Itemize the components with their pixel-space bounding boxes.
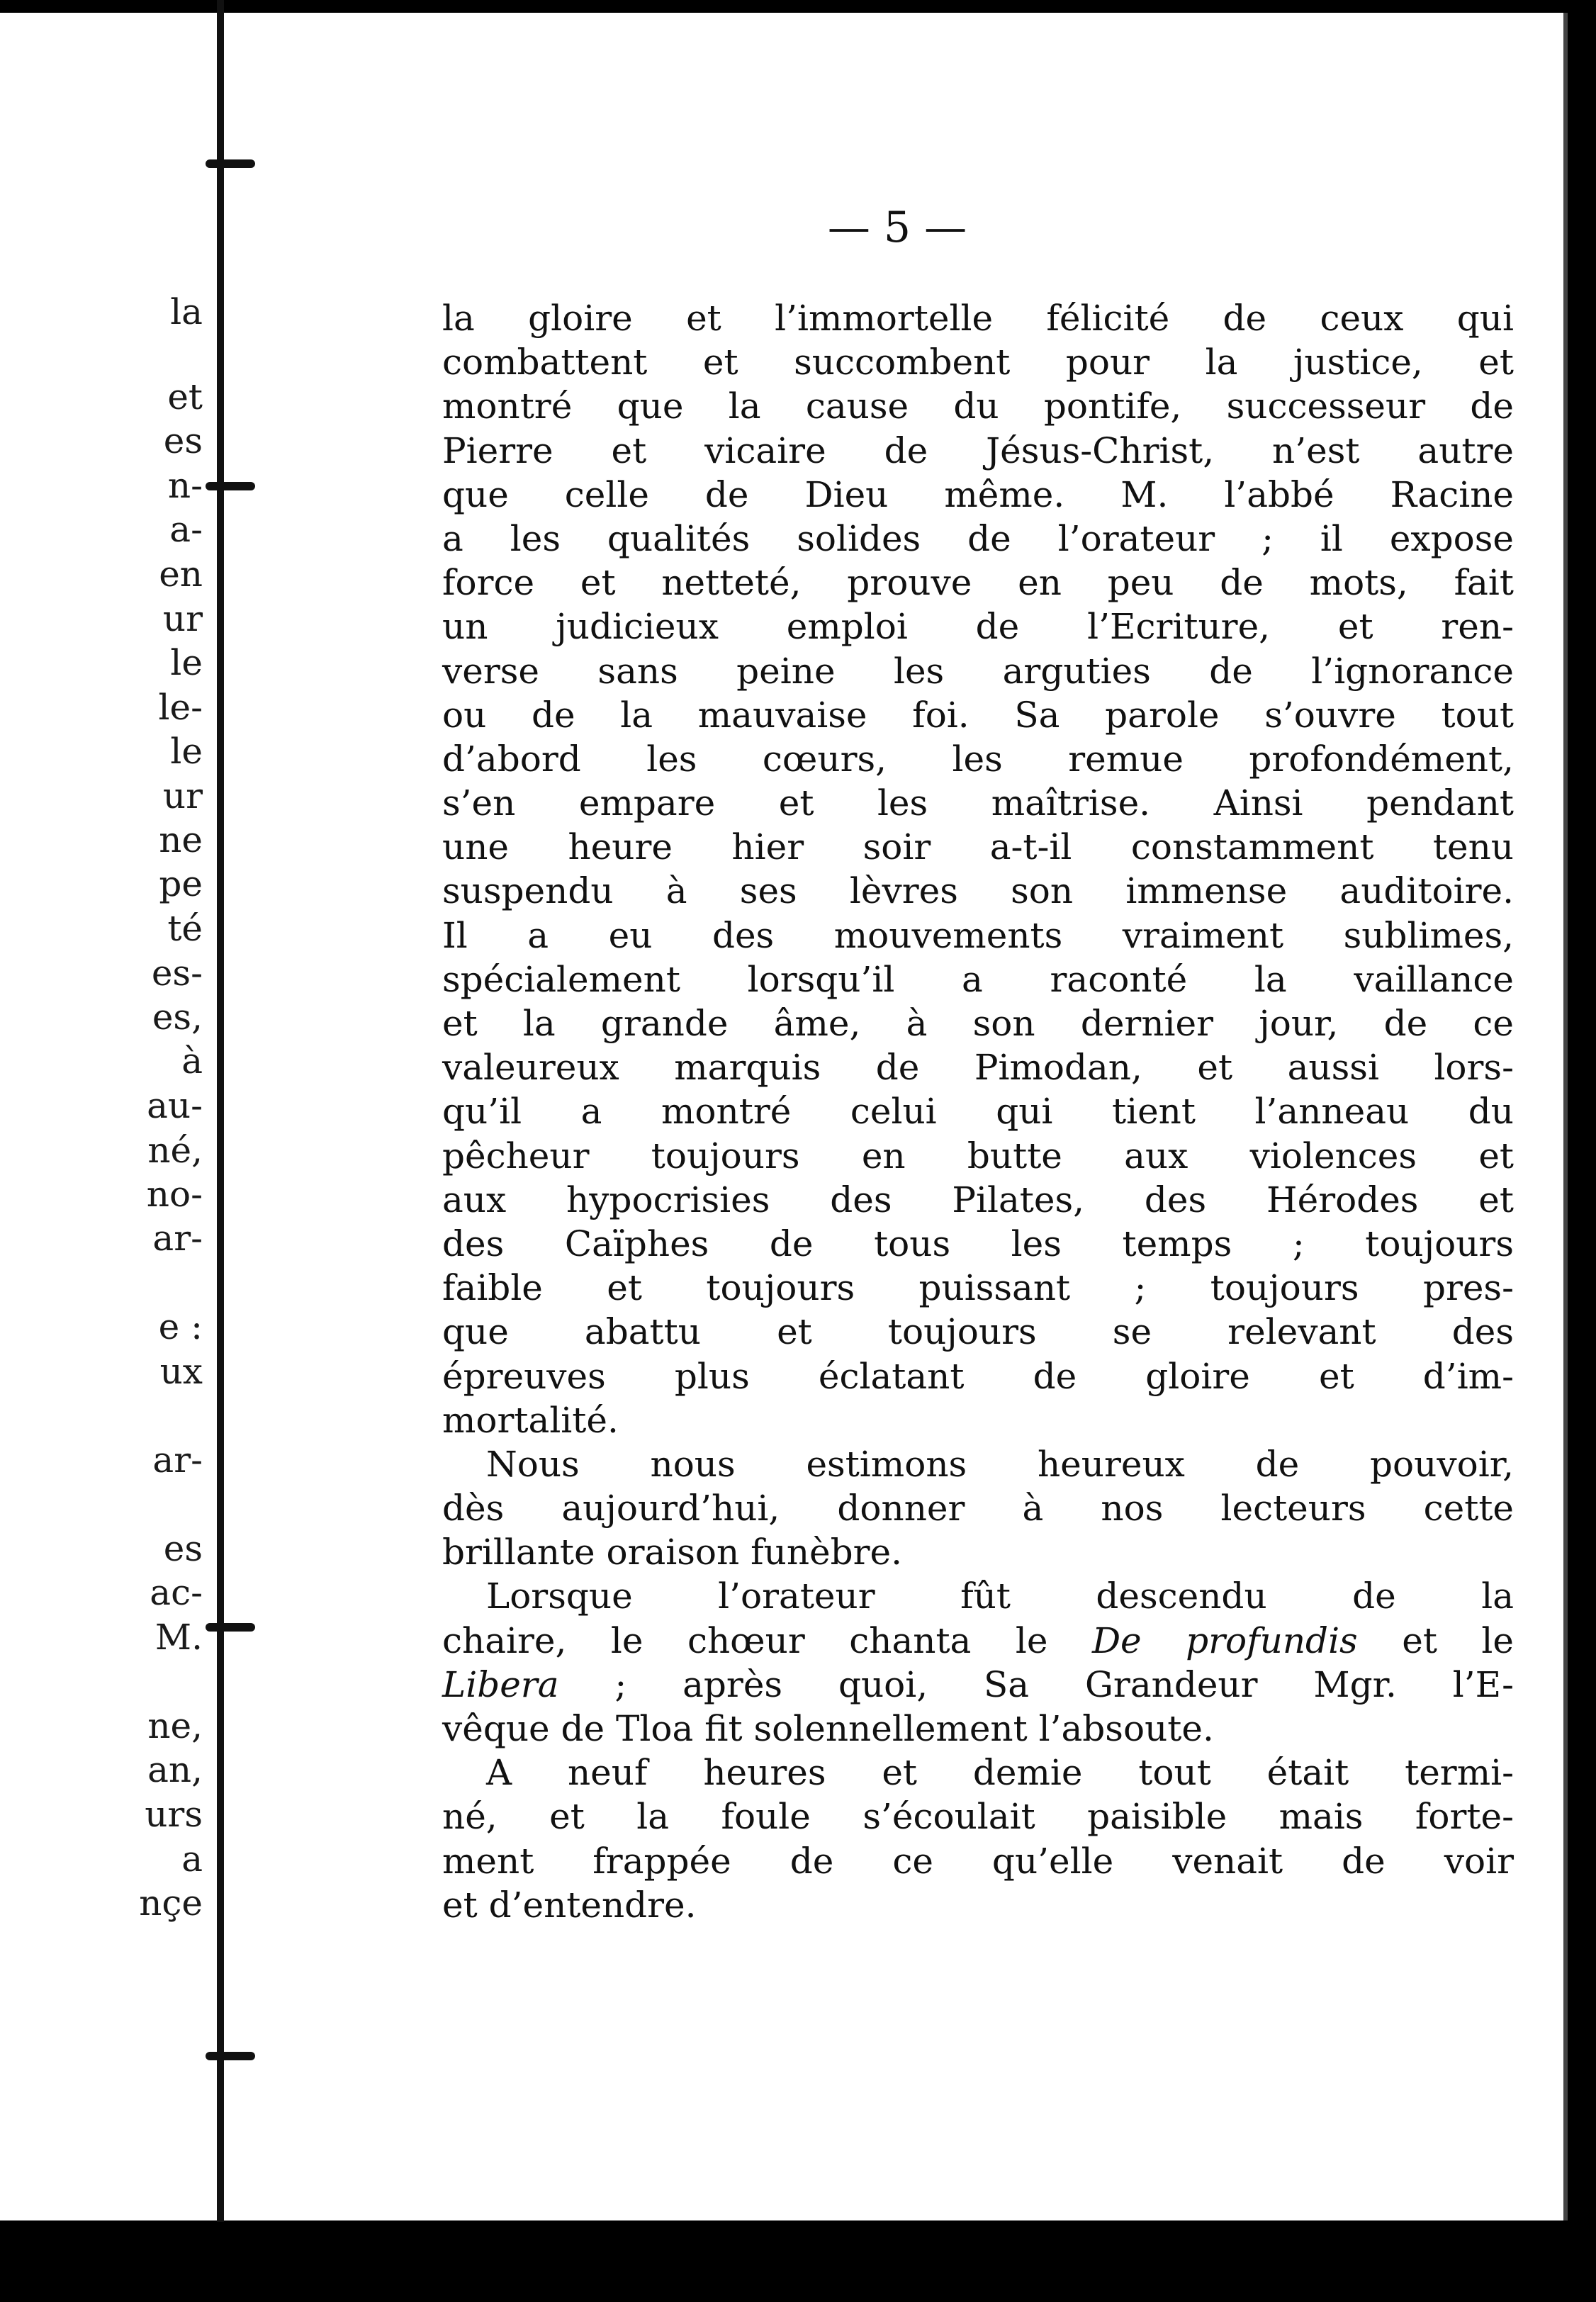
text-line: que celle de Dieu même. M. l’abbé Racine	[442, 473, 1514, 515]
facing-page-fragment: an,	[147, 1749, 203, 1790]
facing-page-fragment: et	[167, 376, 203, 417]
text-line: qu’il a montré celui qui tient l’anneau du	[442, 1091, 1514, 1133]
facing-page-fragment: né,	[147, 1130, 203, 1171]
text-line: A neuf heures et demie tout était termi-	[486, 1752, 1514, 1794]
text-line: Lorsque l’orateur fût descendu de la	[486, 1576, 1514, 1617]
text-line: ou de la mauvaise foi. Sa parole s’ouvre tout	[442, 694, 1514, 736]
text-line	[442, 1619, 1514, 1663]
facing-page-fragment: le	[170, 642, 203, 683]
text-line: verse sans peine les arguties de l’ignorance	[442, 650, 1514, 692]
text-line: que abattu et toujours se relevant des	[442, 1311, 1514, 1353]
text-line: aux hypocrisies des Pilates, des Hérodes et	[442, 1179, 1514, 1220]
text-line: brillante oraison funèbre.	[442, 1532, 903, 1573]
italic-text: Libera	[442, 1663, 559, 1705]
facing-page-fragment: no-	[146, 1174, 203, 1215]
facing-page-fragment: es	[163, 420, 203, 461]
italic-text: De profundis	[1091, 1619, 1358, 1661]
text-line: a les qualités solides de l’orateur ; il expose	[442, 517, 1514, 559]
facing-page-fragment: ac-	[150, 1572, 203, 1613]
facing-page-fragment: ne	[159, 819, 203, 860]
body-text	[442, 296, 1514, 1927]
facing-page-fragment: ur	[162, 598, 203, 639]
facing-page-edge	[0, 13, 231, 2220]
binding-stitch	[206, 159, 255, 168]
text-line: ment frappée de ce qu’elle venait de voir	[442, 1840, 1514, 1882]
text-line: et la grande âme, à son dernier jour, de ce	[442, 1003, 1514, 1044]
facing-page-fragment: es	[163, 1528, 203, 1569]
facing-page-fragment: la	[170, 291, 203, 332]
text-line: Pierre et vicaire de Jésus-Christ, n’est autre	[442, 429, 1514, 471]
facing-page-fragment: M.	[154, 1617, 203, 1658]
facing-page-fragment: es,	[152, 996, 203, 1038]
text-line: d’abord les cœurs, les remue profondément,	[442, 738, 1514, 780]
text-line: né, et la foule s’écoulait paisible mais forte-	[442, 1796, 1514, 1838]
facing-page-fragment: nçe	[139, 1882, 203, 1924]
facing-page-fragment: ar-	[152, 1439, 203, 1481]
facing-page-fragment: le	[170, 731, 203, 772]
book-page	[231, 13, 1568, 2220]
facing-page-fragment: e :	[158, 1306, 203, 1347]
text-line: dès aujourd’hui, donner à nos lecteurs cette	[442, 1488, 1514, 1529]
facing-page-fragment: le-	[158, 687, 203, 728]
text-line: mortalité.	[442, 1399, 619, 1441]
facing-page-fragment: ar-	[152, 1218, 203, 1259]
text-line: force et netteté, prouve en peu de mots, fait	[442, 562, 1514, 604]
facing-page-fragment: té	[167, 908, 203, 949]
binding-stitch	[206, 482, 255, 490]
text-line	[442, 1663, 1514, 1707]
facing-page-fragment: en	[159, 554, 203, 595]
facing-page-fragment: à	[181, 1040, 203, 1082]
page-number: — 5 —	[827, 203, 967, 252]
binding-stitch	[206, 1623, 255, 1632]
text-line: des Caïphes de tous les temps ; toujours	[442, 1223, 1514, 1264]
facing-page-fragment: au-	[147, 1085, 203, 1126]
facing-page-fragment: n-	[167, 465, 203, 506]
facing-page-fragment: a-	[169, 509, 203, 550]
text-line: combattent et succombent pour la justice, et	[442, 342, 1514, 383]
text-line: faible et toujours puissant ; toujours pres-	[442, 1267, 1514, 1309]
text-line: valeureux marquis de Pimodan, et aussi lors-	[442, 1047, 1514, 1089]
text-line: pêcheur toujours en butte aux violences et	[442, 1135, 1514, 1177]
text-run: ; après quoi, Sa Grandeur Mgr. l’E-	[558, 1663, 1514, 1705]
text-line: spécialement lorsqu’il a raconté la vaillance	[442, 958, 1514, 1000]
text-line: et d’entendre.	[442, 1884, 697, 1926]
text-line: s’en empare et les maîtrise. Ainsi pendant	[442, 782, 1514, 824]
text-line: Nous nous estimons heureux de pouvoir,	[486, 1443, 1514, 1485]
facing-page-fragment: ux	[159, 1351, 203, 1392]
text-run: et le	[1357, 1619, 1514, 1661]
text-line: montré que la cause du pontife, successeur de	[442, 386, 1514, 427]
binding-thread	[217, 0, 224, 2222]
text-line: épreuves plus éclatant de gloire et d’im-	[442, 1355, 1514, 1397]
text-run: chaire, le chœur chanta le	[442, 1619, 1092, 1661]
text-line: vêque de Tloa fit solennellement l’absoute.	[442, 1708, 1214, 1749]
facing-page-fragment: ne,	[147, 1705, 203, 1746]
facing-page-fragment: es-	[151, 953, 203, 994]
text-line: Il a eu des mouvements vraiment sublimes,	[442, 914, 1514, 956]
text-line: un judicieux emploi de l’Ecriture, et ren-	[442, 606, 1514, 648]
text-line: suspendu à ses lèvres son immense auditoire.	[442, 870, 1514, 912]
facing-page-fragment: pe	[159, 863, 203, 904]
facing-page-fragment: urs	[145, 1794, 203, 1835]
binding-stitch	[206, 2052, 255, 2060]
facing-page-fragment: a	[181, 1838, 203, 1880]
text-line: une heure hier soir a-t-il constamment tenu	[442, 826, 1514, 868]
facing-page-fragment: ur	[162, 775, 203, 816]
text-line: la gloire et l’immortelle félicité de ceux qui	[442, 298, 1514, 339]
